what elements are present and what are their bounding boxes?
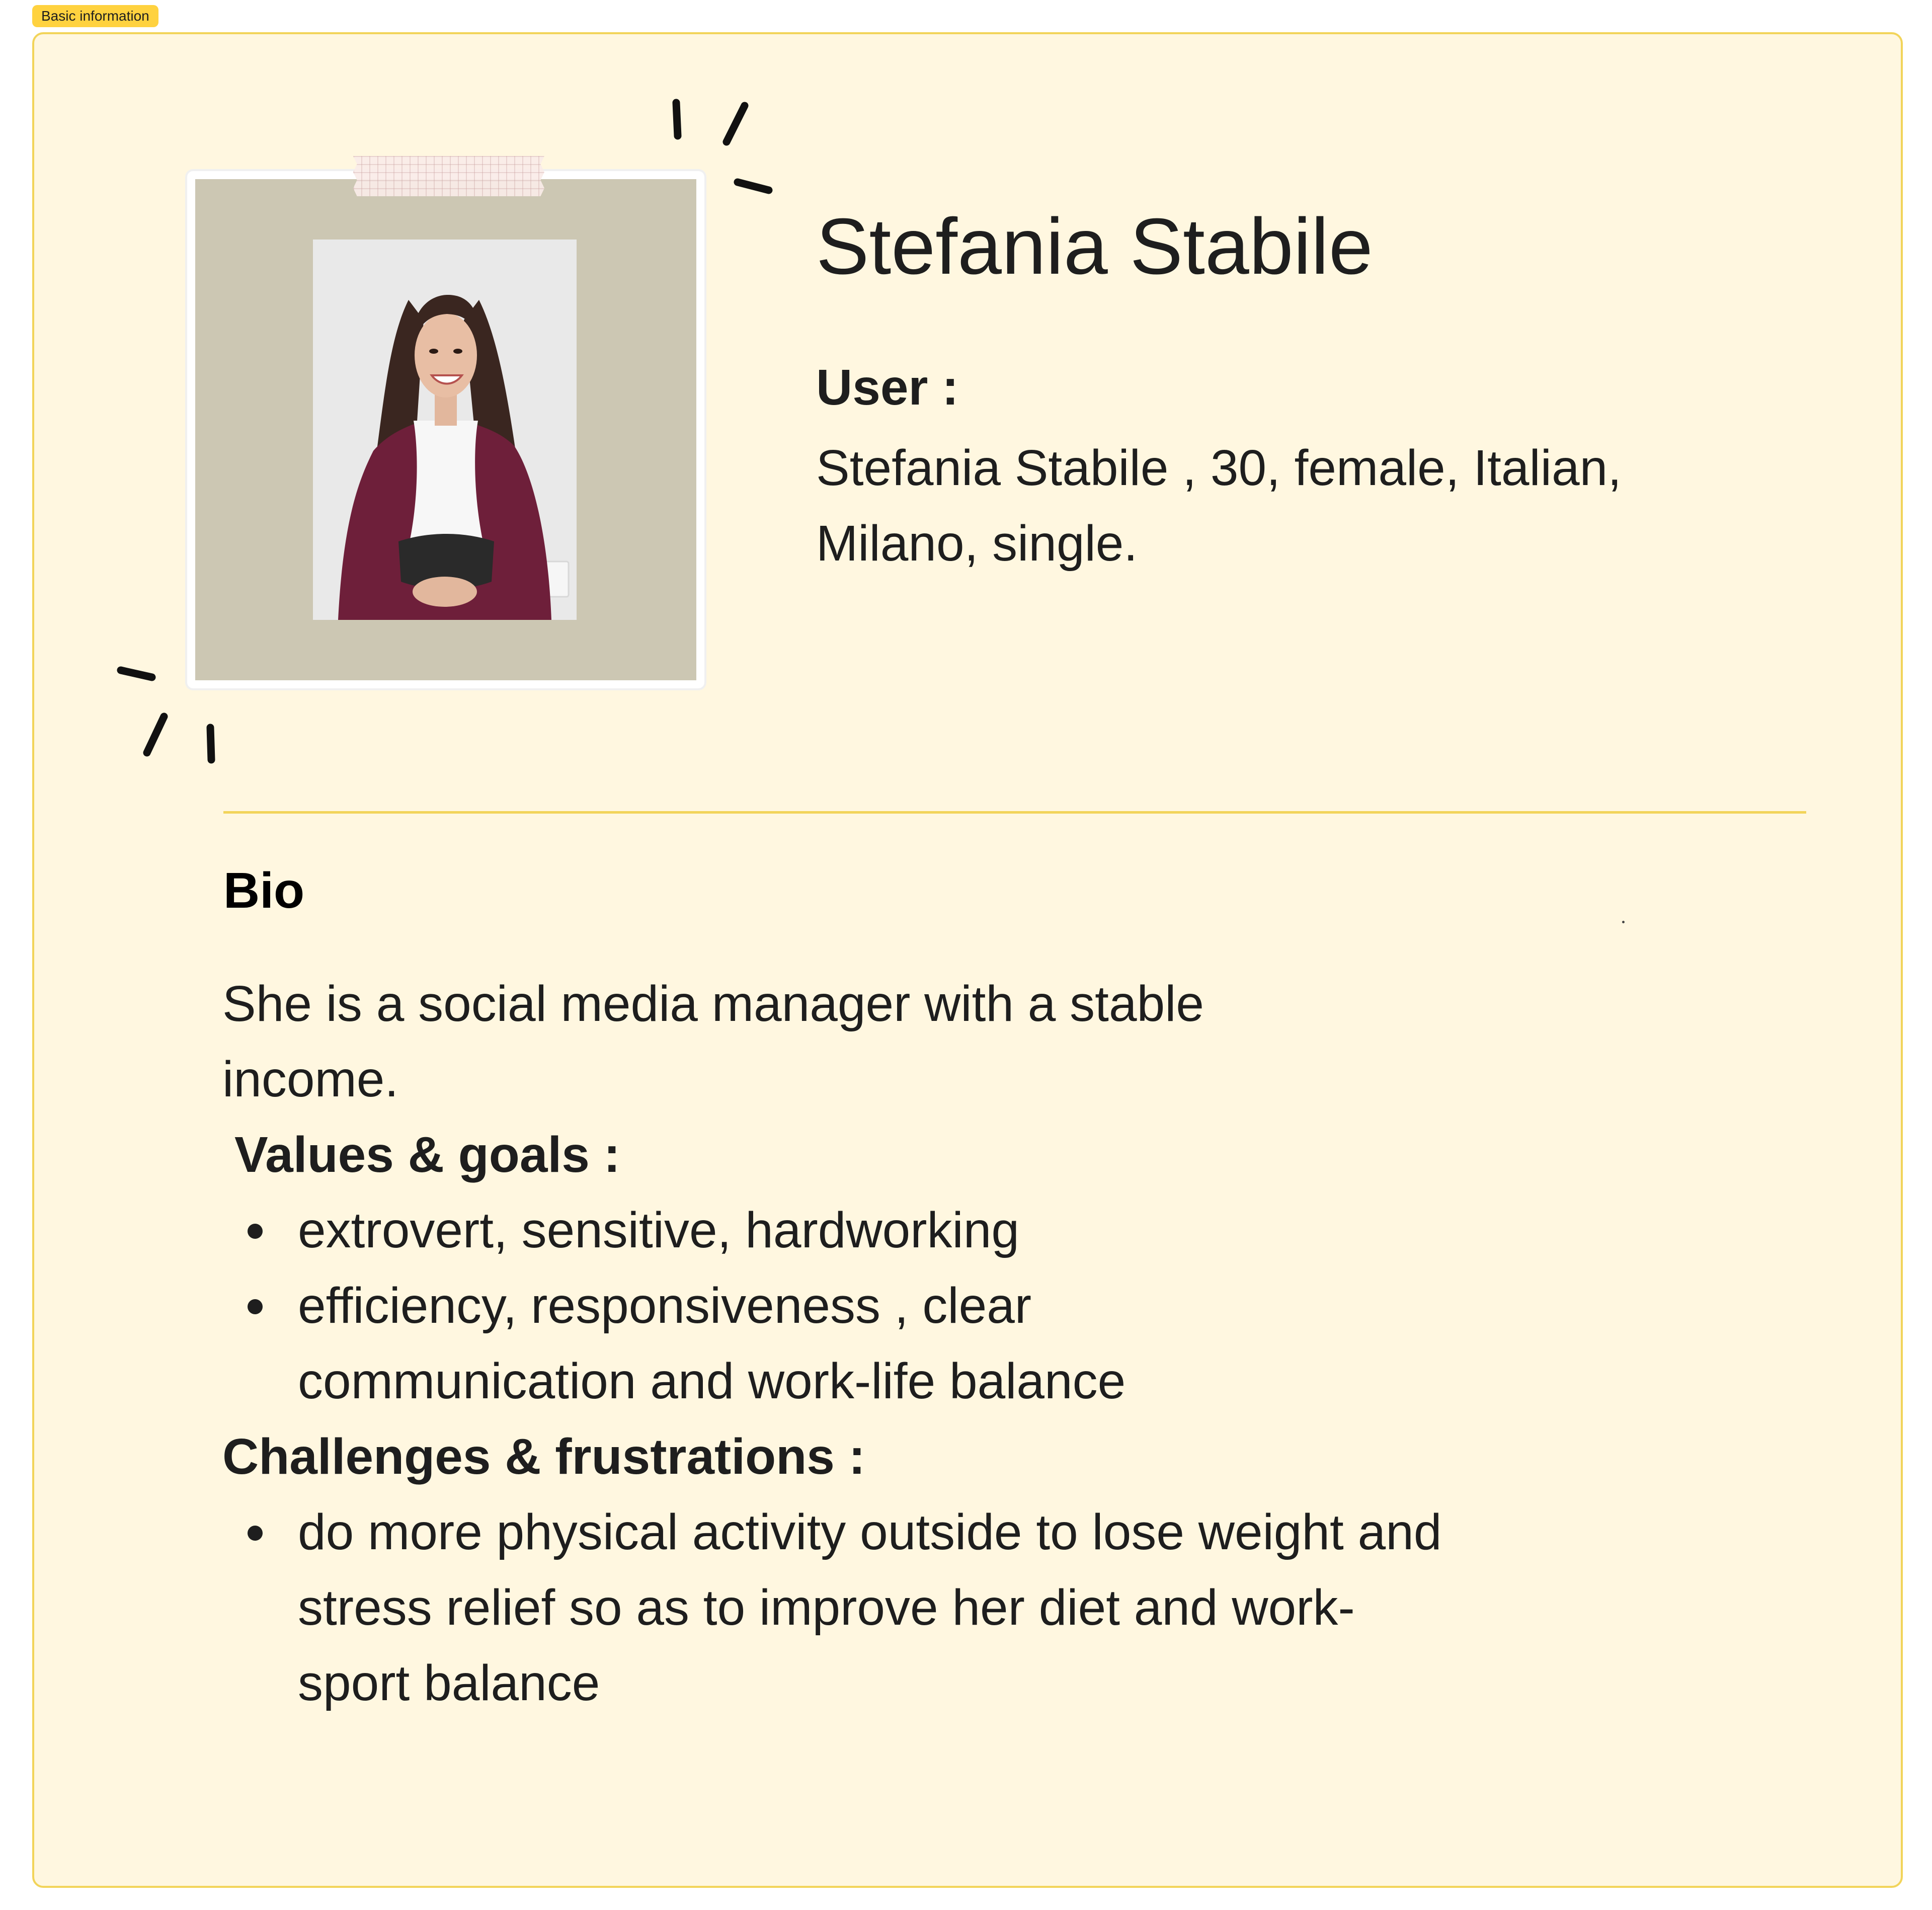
stray-dot — [1622, 921, 1625, 923]
profile-photo — [313, 240, 577, 620]
list-item: extrovert, sensitive, hardworking — [298, 1192, 1203, 1268]
frame-label[interactable]: Basic information — [32, 5, 158, 27]
bio-heading: Bio — [223, 862, 305, 919]
list-item: efficiency, responsiveness , clear communication and work-life balance — [298, 1268, 1203, 1419]
list-item: do more physical activity outside to lose weight and stress relief so as to improve her diet and work-sport balance — [298, 1494, 1455, 1721]
user-heading: User : — [816, 359, 959, 416]
bio-intro: She is a social media manager with a stable income. — [222, 976, 1204, 1107]
user-details: Stefania Stabile , 30, female, Italian, Milano, single. — [816, 440, 1622, 572]
bio-body — [222, 966, 1442, 1721]
challenges-list — [222, 1494, 1442, 1721]
section-divider — [223, 811, 1806, 814]
challenges-heading: Challenges & frustrations : — [222, 1428, 865, 1485]
values-list — [222, 1192, 1430, 1419]
profile-photo-card[interactable] — [187, 171, 704, 688]
person-portrait-icon — [313, 240, 577, 620]
values-heading: Values & goals : — [234, 1127, 620, 1183]
washi-tape — [353, 156, 544, 196]
persona-name: Stefania Stabile — [816, 202, 1373, 291]
photo-mat — [195, 179, 696, 680]
